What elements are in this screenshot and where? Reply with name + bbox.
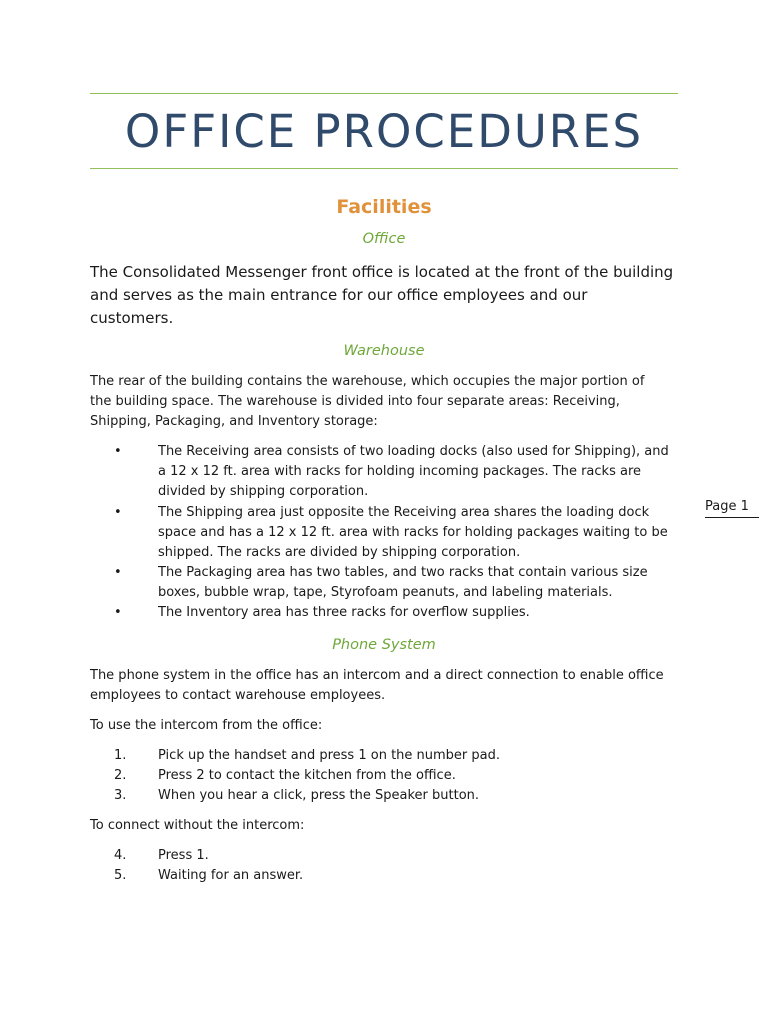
step-text: Press 2 to contact the kitchen from the office.: [158, 768, 456, 783]
title-rule-top: [90, 93, 678, 94]
warehouse-intro-line: The rear of the building contains the warehouse, which occupies the major portion of: [90, 374, 645, 389]
document-title: OFFICE PROCEDURES: [124, 105, 644, 158]
office-line: The Consolidated Messenger front office is located at the front of the building: [90, 263, 674, 281]
warehouse-intro-line: the building space. The warehouse is divided into four separate areas: Receiving,: [90, 394, 620, 409]
office-line: customers.: [90, 309, 174, 327]
bullet-line: The Receiving area consists of two loading docks (also used for Shipping), and: [158, 444, 669, 459]
phone-intro: [90, 666, 680, 706]
title-rule-bottom: [90, 168, 678, 169]
bullet-line: divided by shipping corporation.: [158, 484, 369, 499]
subheading-warehouse: Warehouse: [343, 343, 425, 359]
subheading-office: Office: [362, 231, 406, 247]
warehouse-intro: [90, 372, 680, 432]
bullet-line: The Inventory area has three racks for overflow supplies.: [158, 605, 530, 620]
office-paragraph: [90, 261, 680, 330]
step-number: 2.: [114, 768, 127, 783]
bullet-line: The Shipping area just opposite the Receiving area shares the loading dock: [158, 505, 650, 520]
bullet-marker: •: [114, 565, 122, 580]
step-number: 5.: [114, 868, 127, 883]
direct-connect-label: To connect without the intercom:: [90, 818, 305, 833]
intercom-label: To use the intercom from the office:: [90, 718, 323, 733]
step-number: 4.: [114, 848, 127, 863]
step-text: Waiting for an answer.: [158, 868, 304, 883]
bullet-line: shipped. The racks are divided by shipping corporation.: [158, 545, 521, 560]
bullet-marker: •: [114, 444, 122, 459]
step-text: Pick up the handset and press 1 on the number pad.: [158, 748, 501, 763]
page-number: Page 1: [705, 498, 759, 518]
bullet-marker: •: [114, 505, 122, 520]
bullet-line: a 12 x 12 ft. area with racks for holding incoming packages. The racks are: [158, 464, 642, 479]
step-number: 1.: [114, 748, 127, 763]
phone-intro-line: The phone system in the office has an intercom and a direct connection to enable office: [90, 668, 664, 683]
step-text: When you hear a click, press the Speaker button.: [158, 788, 480, 803]
office-line: and serves as the main entrance for our office employees and our: [90, 286, 588, 304]
step-number: 3.: [114, 788, 127, 803]
phone-intro-line: employees to contact warehouse employees.: [90, 688, 386, 703]
heading-facilities: Facilities: [336, 196, 432, 218]
bullet-line: space and has a 12 x 12 ft. area with racks for holding packages waiting to be: [158, 525, 668, 540]
warehouse-intro-line: Shipping, Packaging, and Inventory storage:: [90, 414, 378, 429]
bullet-line: boxes, bubble wrap, tape, Styrofoam peanuts, and labeling materials.: [158, 585, 613, 600]
step-text: Press 1.: [158, 848, 209, 863]
bullet-marker: •: [114, 605, 122, 620]
subheading-phone-system: Phone System: [332, 637, 436, 653]
bullet-line: The Packaging area has two tables, and two racks that contain various size: [158, 565, 648, 580]
